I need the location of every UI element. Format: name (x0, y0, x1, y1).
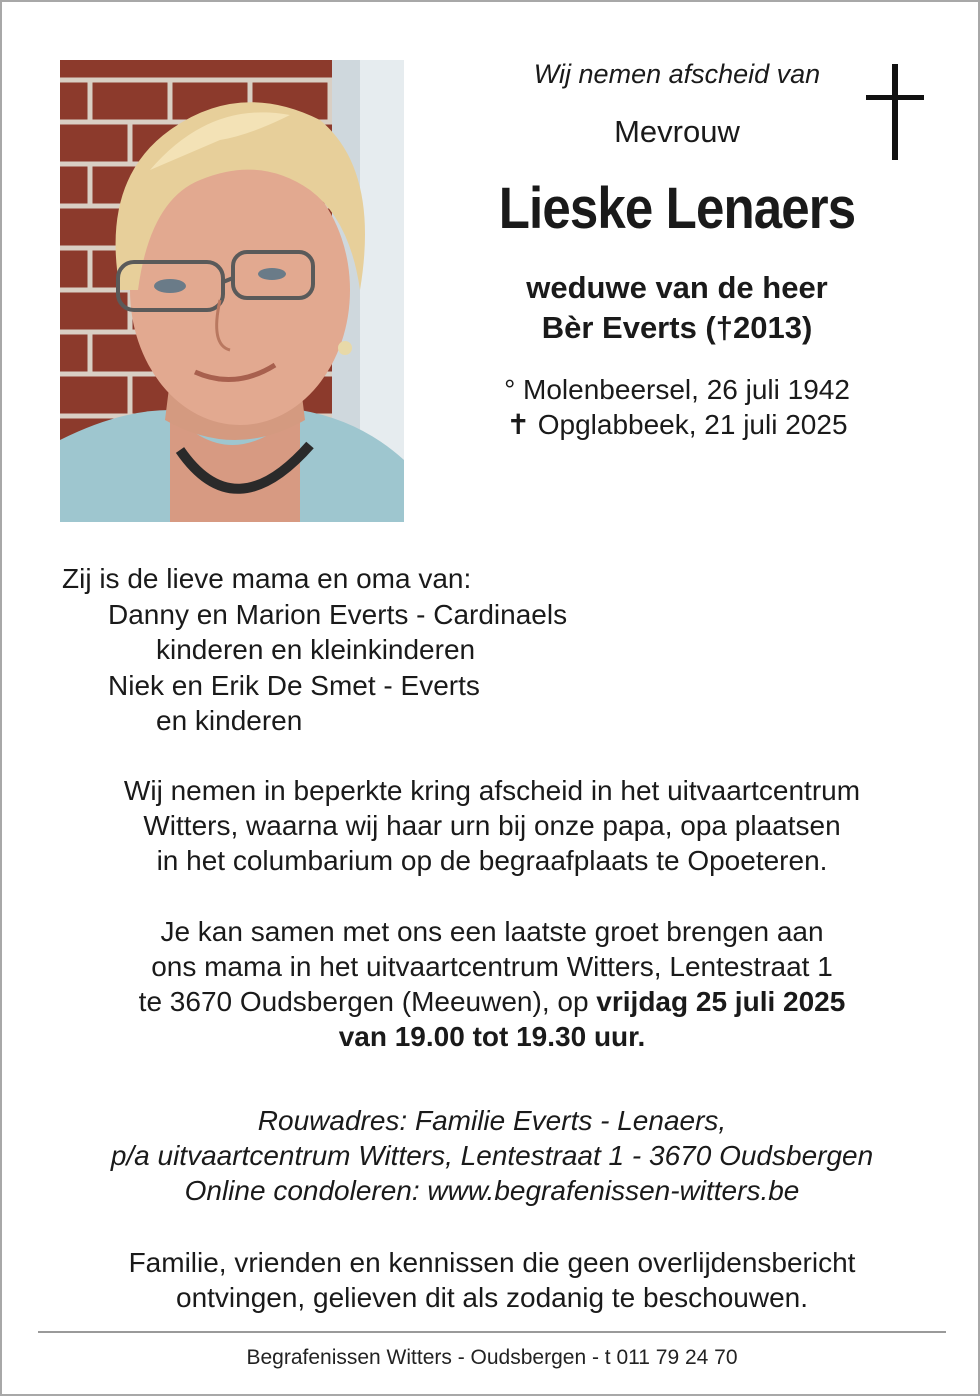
visitation-time: van 19.00 tot 19.30 uur. (338, 1021, 646, 1052)
visitation-location: te 3670 Oudsbergen (Meeuwen), op (138, 986, 597, 1017)
family-intro: Zij is de lieve mama en oma van: (62, 563, 472, 594)
intro-text: Wij nemen afscheid van (533, 59, 821, 89)
family-line: Danny en Marion Everts - Cardinaels (108, 598, 568, 630)
life-dates (432, 372, 922, 442)
ceremony-line: Wij nemen in beperkte kring afscheid in het uitvaartcentrum (123, 775, 861, 806)
notice-line: ontvingen, gelieven dit als zodanig te beschouwen. (176, 1282, 808, 1313)
portrait-photo (60, 60, 404, 522)
honorific: Mevrouw (614, 114, 740, 149)
visitation-section (42, 914, 942, 1054)
funeral-home-footer: Begrafenissen Witters - Oudsbergen - t 011 79 24 70 (246, 1346, 738, 1369)
notice-line: Familie, vrienden en kennissen die geen overlijdensbericht (128, 1247, 856, 1278)
portrait-illustration (60, 60, 404, 522)
ceremony-section (42, 773, 942, 878)
address-line: Rouwadres: Familie Everts - Lenaers, (257, 1105, 727, 1136)
spouse-info (432, 268, 922, 348)
deceased-name: Lieske Lenaers (498, 176, 856, 241)
family-line: kinderen en kleinkinderen (156, 634, 476, 665)
family-line: Niek en Erik De Smet - Everts (108, 669, 480, 701)
birth-date: ° Molenbeersel, 26 juli 1942 (504, 374, 850, 405)
header-section (432, 54, 922, 442)
family-line: en kinderen (156, 705, 303, 736)
family-section (62, 561, 922, 739)
notice-section (42, 1245, 942, 1315)
address-line: p/a uitvaartcentrum Witters, Lentestraat 1 - 3670 Oudsbergen (110, 1140, 874, 1171)
ceremony-line: Witters, waarna wij haar urn bij onze papa, opa plaatsen (143, 810, 841, 841)
spouse-line-1: weduwe van de heer (526, 270, 828, 305)
visitation-line-3 (42, 984, 942, 1019)
address-section (42, 1103, 942, 1208)
spouse-line-2: Bèr Everts (†2013) (541, 310, 813, 345)
ceremony-line: in het columbarium op de begraafplaats te Opoeteren. (156, 845, 828, 876)
condolence-link: Online condoleren: www.begrafenissen-witters.be (184, 1175, 800, 1206)
visitation-date: vrijdag 25 juli 2025 (596, 986, 846, 1017)
death-date: ✝ Opglabbeek, 21 juli 2025 (506, 409, 848, 440)
visitation-line: ons mama in het uitvaartcentrum Witters, Lentestraat 1 (151, 951, 833, 982)
visitation-line: Je kan samen met ons een laatste groet brengen aan (160, 916, 824, 947)
footer-divider (38, 1331, 946, 1333)
